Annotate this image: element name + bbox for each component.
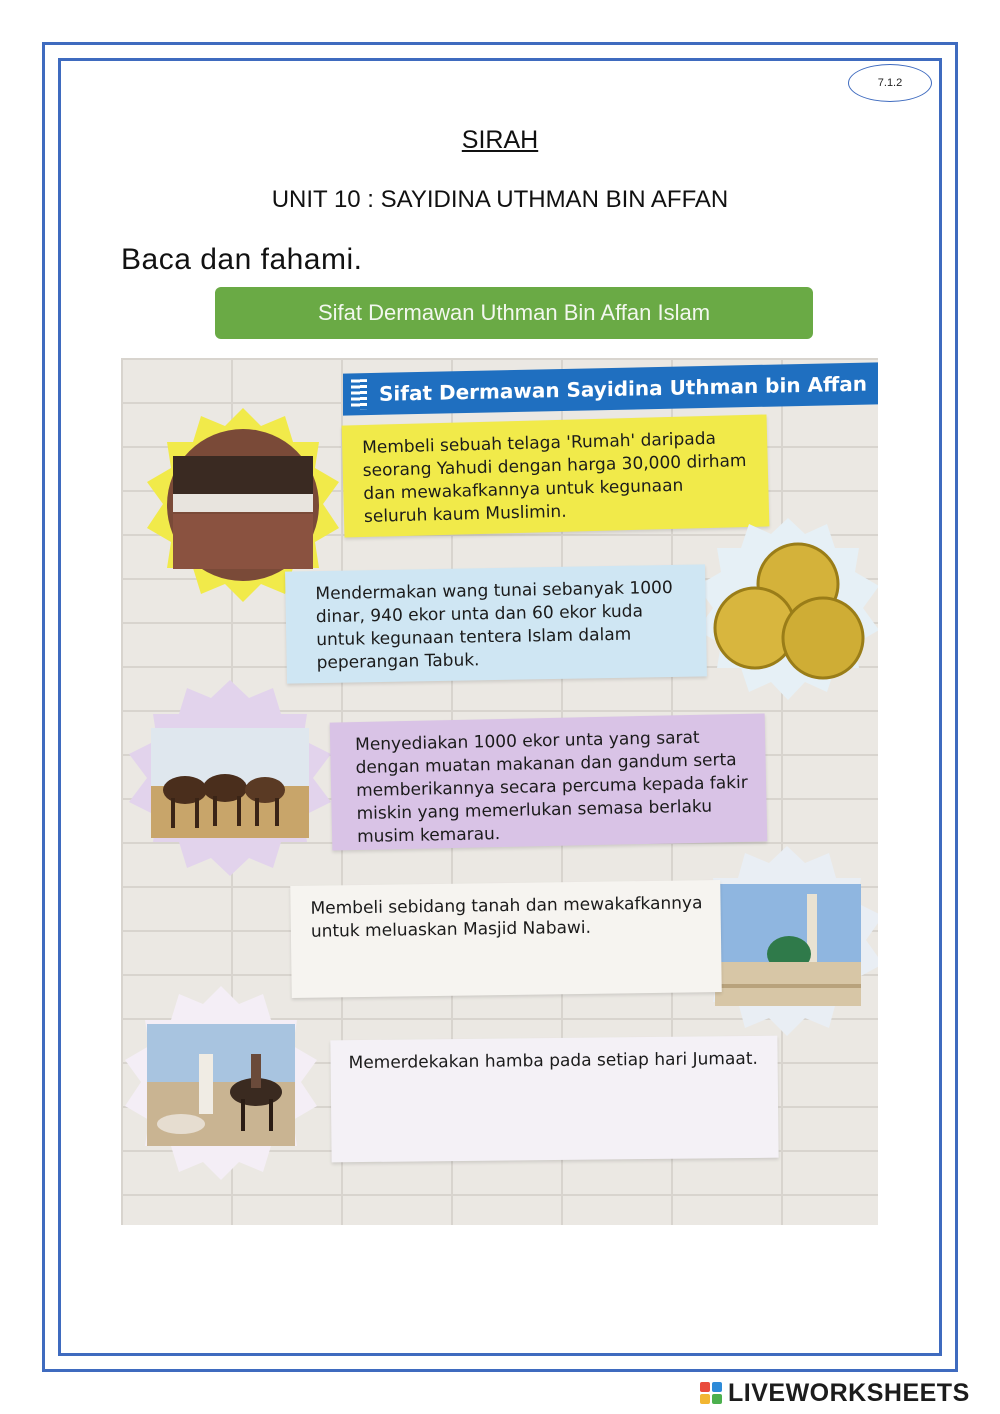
worksheet-code-badge: 7.1.2 [848,64,932,102]
header-stripes-icon [351,379,367,409]
logo-text: LIVEWORKSHEETS [728,1378,970,1407]
liveworksheets-logo [700,1378,970,1408]
gold-coins-image [693,516,878,706]
item-camels-text: Menyediakan 1000 ekor unta yang sarat dengan muatan makanan dan gandum serta memberikannya secara percuma kepada fakir miskin yang memerlukan semasa berlaku musim kemarau. [330,713,768,850]
item-mosque-text: Membeli sebidang tanah dan mewakafkannya untuk meluaskan Masjid Nabawi. [290,880,722,998]
item-people-text: Memerdekakan hamba pada setiap hari Jumaat. [330,1036,778,1163]
poster-header-text: Sifat Dermawan Sayidina Uthman bin Affan [379,371,867,406]
page-subtitle: UNIT 10 : SAYIDINA UTHMAN BIN AFFAN [271,186,729,213]
page-title: SIRAH [461,126,539,154]
item-well-text: Membeli sebuah telaga 'Rumah' daripada seorang Yahudi dengan harga 30,000 dirham dan mewakafkannya untuk kegunaan seluruh kaum Muslimin. [342,414,770,537]
item-coins-text: Mendermakan wang tunai sebanyak 1000 dinar, 940 ekor unta dan 60 ekor kuda untuk kegunaan tentera Islam dalam peperangan Tabuk. [285,564,707,683]
instruction-text: Baca dan fahami. [121,243,363,276]
logo-grid-icon [700,1382,722,1404]
poster-image [121,358,878,1225]
people-horse-image [121,984,321,1184]
camels-image [125,678,335,888]
topic-banner: Sifat Dermawan Uthman Bin Affan Islam [215,287,813,339]
